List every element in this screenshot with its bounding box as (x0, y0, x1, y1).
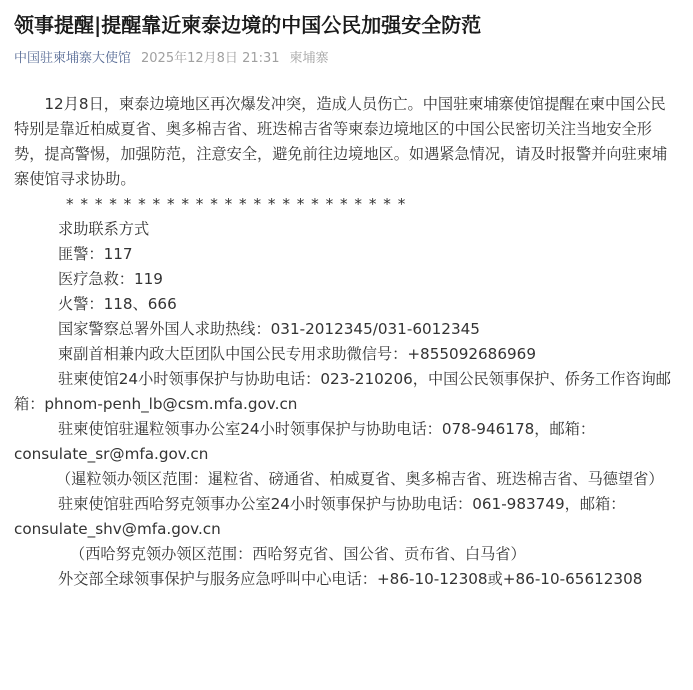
mfa-hotline-paragraph: 外交部全球领事保护与服务应急呼叫中心电话：+86-10-12308或+86-10-65612308 (58, 570, 643, 588)
embassy-contact-paragraph: 驻柬使馆24小时领事保护与协助电话：023-210206，中国公民领事保护、侨务工作咨询邮箱：phnom-penh_lb@csm.mfa.gov.cn (14, 370, 671, 413)
fire-line: 火警：118、666 (58, 295, 177, 313)
publish-location: 柬埔寨 (289, 51, 329, 66)
ambulance-line: 医疗急救：119 (58, 270, 163, 288)
police-line: 匪警：117 (58, 245, 133, 263)
intro-paragraph: 12月8日，柬泰边境地区再次爆发冲突，造成人员伤亡。中国驻柬埔寨使馆提醒在柬中国公民特别是靠近柏威夏省、奥多棉吉省、班迭棉吉省等柬泰边境地区的中国公民密切关注当地安全形势，提高警惕，加强防范，注意安全，避免前往边境地区。如遇紧急情况，请及时报警并向驻柬埔寨使馆寻求协助。 (14, 95, 668, 188)
article-body (14, 92, 679, 592)
sihanoukville-area-line: （西哈努克领办领区范围：西哈努克省、国公省、贡布省、白马省） (70, 545, 526, 563)
account-name-link[interactable]: 中国驻柬埔寨大使馆 (14, 51, 132, 66)
wechat-line: 柬副首相兼内政大臣团队中国公民专用求助微信号：+855092686969 (58, 345, 536, 363)
publish-date: 2025年12月8日 (141, 51, 238, 66)
siem-reap-area-paragraph: （暹粒领办领区范围：暹粒省、磅通省、柏威夏省、奥多棉吉省、班迭棉吉省、马德望省） (56, 470, 664, 488)
sihanoukville-contact-paragraph: 驻柬使馆驻西哈努克领事办公室24小时领事保护与协助电话：061-983749，邮箱：consulate_shv@mfa.gov.cn (14, 495, 626, 538)
separator-stars: * * * * * * * * * * * * * * * * * * * * * * * * (66, 195, 407, 213)
article-meta (14, 49, 679, 69)
police-hotline-line: 国家警察总署外国人求助热线：031-2012345/031-6012345 (58, 320, 480, 338)
publish-time: 21:31 (242, 51, 280, 66)
siem-reap-contact-paragraph: 驻柬使馆驻暹粒领事办公室24小时领事保护与协助电话：078-946178，邮箱：consulate_sr@mfa.gov.cn (14, 420, 596, 463)
article-title: 领事提醒|提醒靠近柬泰边境的中国公民加强安全防范 (14, 13, 482, 37)
contact-heading: 求助联系方式 (58, 220, 150, 238)
